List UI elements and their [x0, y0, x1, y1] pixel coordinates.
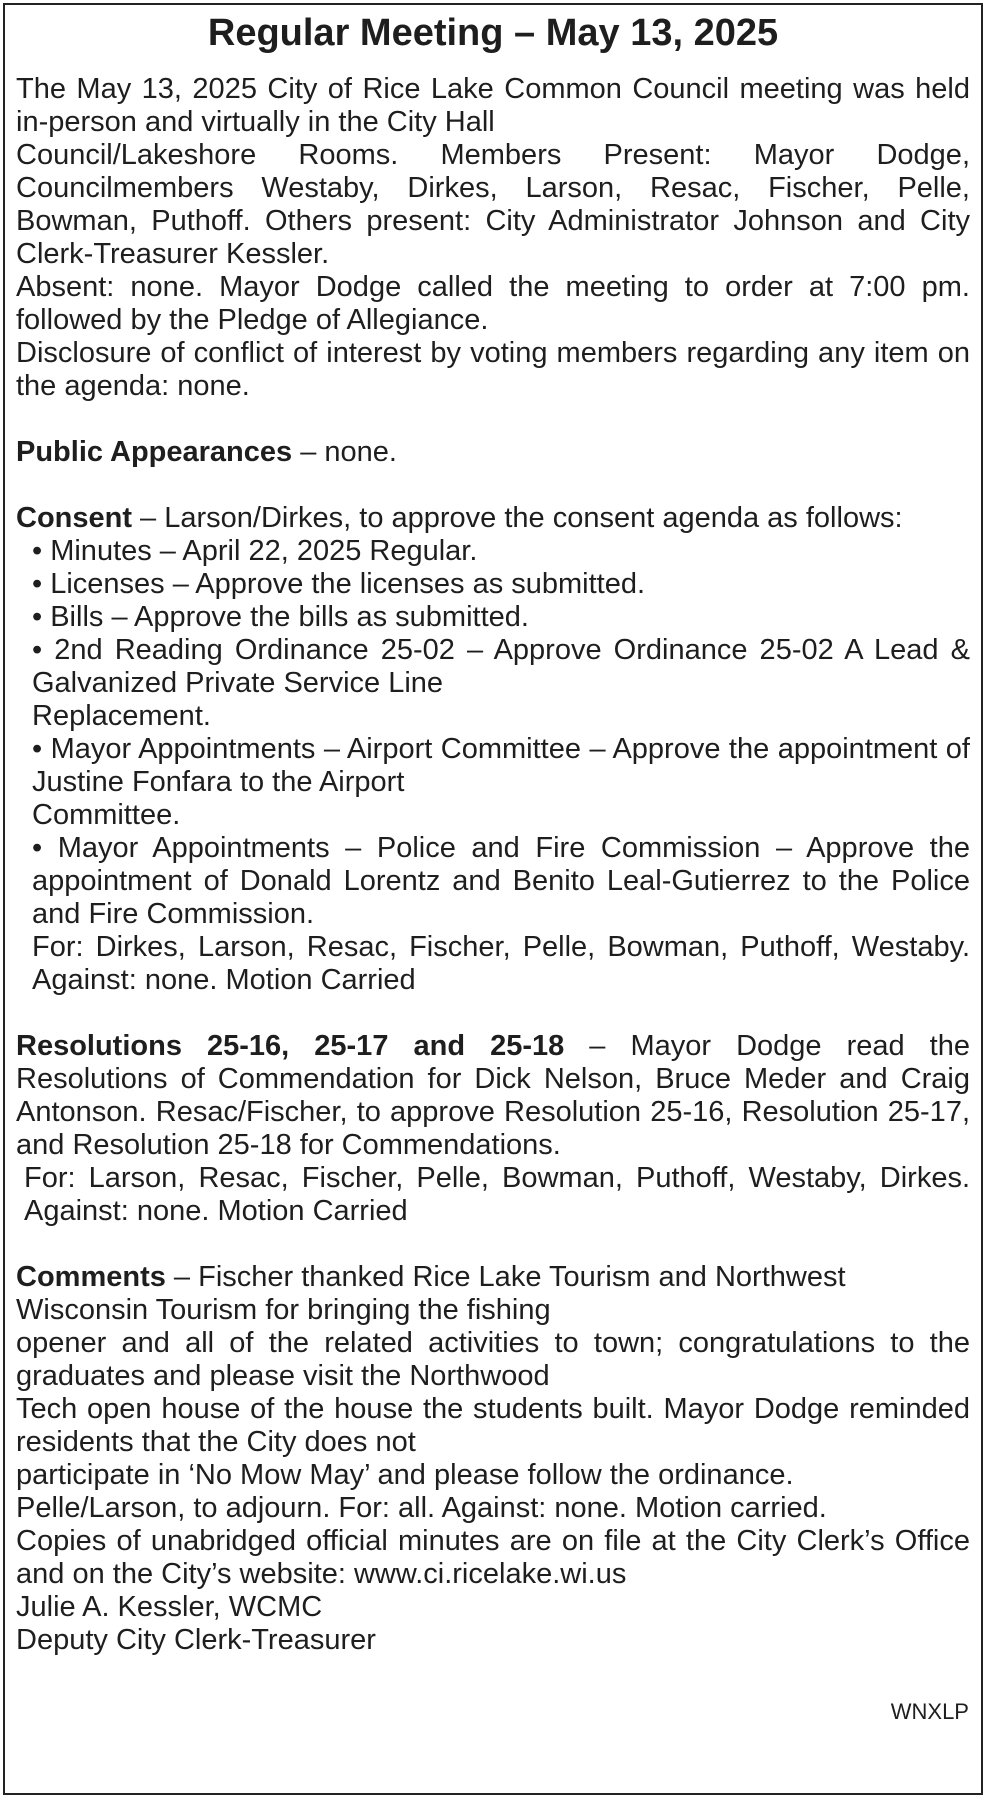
consent-text: – Larson/Dirkes, to approve the consent agenda as follows:	[132, 502, 903, 534]
consent-item: • Mayor Appointments – Airport Committee – Approve the appointment of Justine Fonfara to the Airport	[32, 733, 970, 798]
public-appearances	[16, 436, 970, 469]
comments-line-4: participate in ‘No Mow May’ and please follow the ordinance.	[16, 1459, 794, 1491]
resolutions-heading: Resolutions 25-16, 25-17 and 25-18	[16, 1030, 565, 1062]
consent-item-continued: Replacement.	[32, 700, 211, 732]
copies-statement: Copies of unabridged official minutes are on file at the City Clerk’s Office and on the City’s website: www.ci.ricelake.wi.us	[16, 1525, 970, 1590]
public-text: – none.	[292, 436, 397, 468]
signer-role: Deputy City Clerk-Treasurer	[16, 1624, 376, 1656]
public-heading: Public Appearances	[16, 436, 293, 468]
notice-title: Regular Meeting – May 13, 2025	[207, 12, 779, 54]
intro-attendance-line: The May 13, 2025 City of Rice Lake Common Council meeting was held in-person and virtually in the City Hall	[16, 73, 970, 138]
intro-absent: Absent: none. Mayor Dodge called the meeting to order at 7:00 pm. followed by the Pledge of Allegiance.	[16, 271, 970, 336]
comments-line-2: opener and all of the related activities to town; congratulations to the graduates and please visit the Northwood	[16, 1327, 970, 1392]
consent-item: • 2nd Reading Ordinance 25-02 – Approve Ordinance 25-02 A Lead & Galvanized Private Service Line	[32, 634, 970, 699]
legal-notice	[3, 3, 983, 1795]
consent-intro	[16, 502, 970, 535]
adjourn-motion: Pelle/Larson, to adjourn. For: all. Against: none. Motion carried.	[16, 1492, 827, 1524]
intro-disclosure: Disclosure of conflict of interest by voting members regarding any item on the agenda: none.	[16, 337, 970, 402]
comments-line-3: Tech open house of the house the students built. Mayor Dodge reminded residents that the City does not	[16, 1393, 970, 1458]
consent-item: • Mayor Appointments – Police and Fire Commission – Approve the appointment of Donald Lorentz and Benito Leal-Gutierrez to the Police and Fire Commission.	[32, 832, 970, 930]
consent-item: • Minutes – April 22, 2025 Regular.	[32, 535, 478, 567]
signer-name: Julie A. Kessler, WCMC	[16, 1591, 323, 1623]
consent-item-continued: Committee.	[32, 799, 181, 831]
comments-text: – Fischer thanked Rice Lake Tourism and Northwest Wisconsin Tourism for bringing the fishing	[16, 1261, 846, 1326]
resolutions-paragraph	[16, 1030, 970, 1162]
resolutions-vote: For: Larson, Resac, Fischer, Pelle, Bowman, Puthoff, Westaby, Dirkes. Against: none. Motion Carried	[24, 1162, 970, 1227]
consent-item: • Licenses – Approve the licenses as submitted.	[32, 568, 646, 600]
publication-code: WNXLP	[890, 1699, 969, 1724]
comments-line-1	[16, 1261, 970, 1327]
notice-body	[5, 73, 981, 1657]
consent-vote: For: Dirkes, Larson, Resac, Fischer, Pelle, Bowman, Puthoff, Westaby. Against: none. Motion Carried	[32, 931, 970, 996]
consent-items	[16, 535, 970, 997]
consent-heading: Consent	[16, 502, 132, 534]
intro-members-present: Council/Lakeshore Rooms. Members Present: Mayor Dodge, Councilmembers Westaby, Dirkes, Larson, Resac, Fischer, Pelle, Bowman, Puthoff. Others present: City Administrator Johnson and City Clerk-Treasurer Kessler.	[16, 139, 970, 270]
consent-item: • Bills – Approve the bills as submitted.	[32, 601, 529, 633]
comments-heading: Comments	[16, 1261, 166, 1293]
resolutions-text: – Mayor Dodge read the Resolutions of Commendation for Dick Nelson, Bruce Meder and Craig Antonson. Resac/Fischer, to approve Resolution 25-16, Resolution 25-17, and Resolution 25-18 for Commendations.	[16, 1030, 970, 1161]
